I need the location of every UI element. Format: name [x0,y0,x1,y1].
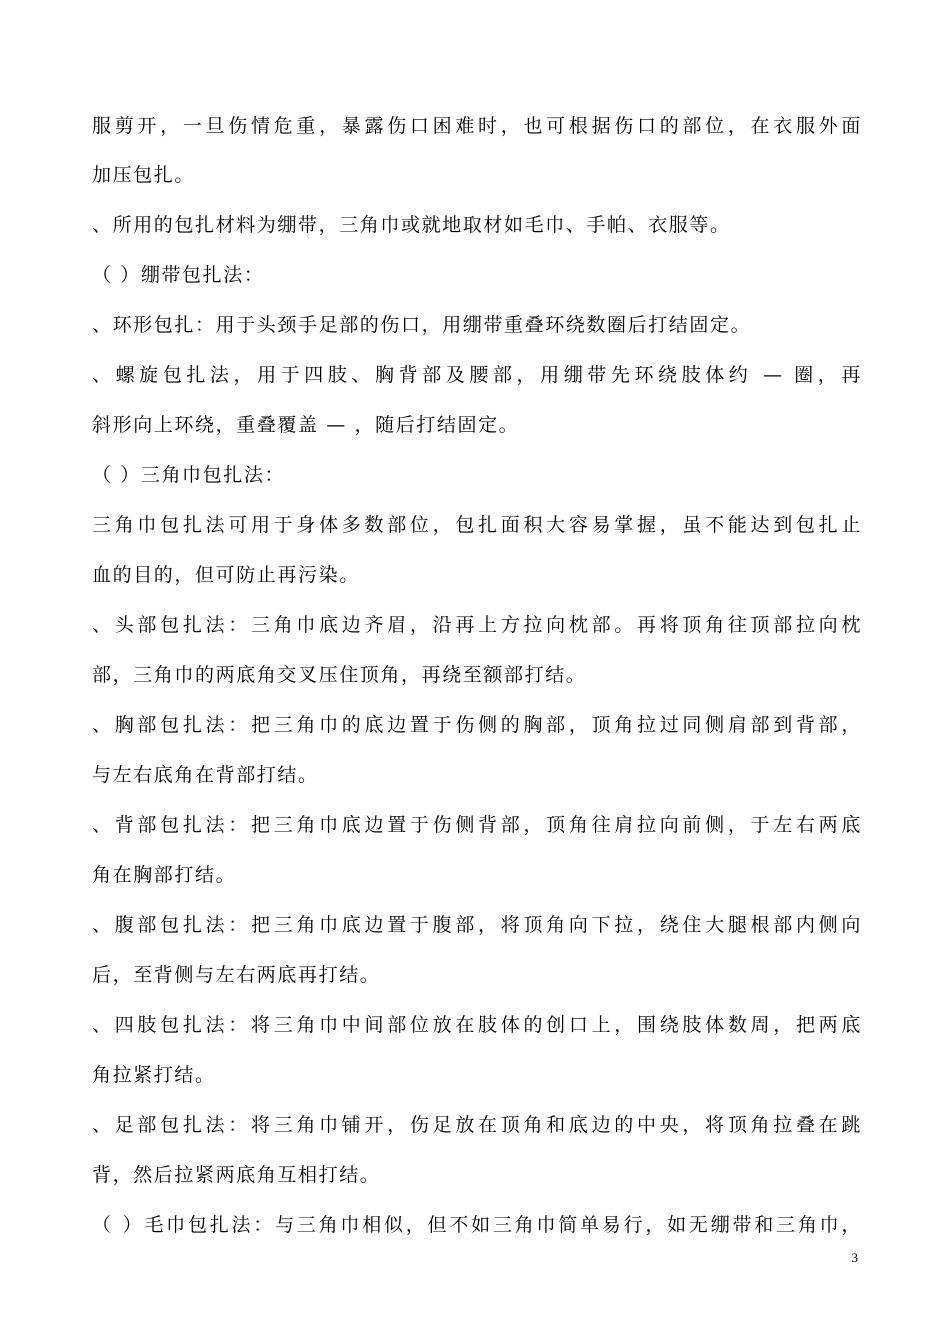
text-line-12: 部，三角巾的两底角交叉压住顶角，再绕至额部打结。 [92,664,587,686]
text-line-13: 、胸部包扎法：把三角巾的底边置于伤侧的胸部，顶角拉过同侧肩部到背部， [92,714,862,736]
section-heading-towel: （ ）毛巾包扎法：与三角巾相似，但不如三角巾简单易行，如无绷带和三角巾， [92,1214,862,1236]
text-line-9: 三角巾包扎法可用于身体多数部位，包扎面积大容易掌握，虽不能达到包扎止 [92,514,862,536]
text-line-21: 、足部包扎法：将三角巾铺开，伤足放在顶角和底边的中央，将顶角拉叠在跳 [92,1114,862,1136]
text-line-14: 与左右底角在背部打结。 [92,764,319,786]
text-line-16: 角在胸部打结。 [92,864,237,886]
text-line-11: 、头部包扎法：三角巾底边齐眉，沿再上方拉向枕部。再将顶角往顶部拉向枕 [92,614,862,636]
text-line-20: 角拉紧打结。 [92,1064,216,1086]
text-line-19: 、四肢包扎法：将三角巾中间部位放在肢体的创口上，围绕肢体数周，把两底 [92,1014,862,1036]
text-line-15: 、背部包扎法：把三角巾底边置于伤侧背部，顶角往肩拉向前侧，于左右两底 [92,814,862,836]
text-line-6: 、螺旋包扎法，用于四肢、胸背部及腰部，用绷带先环绕肢体约 — 圈，再 [92,364,862,386]
text-line-7: 斜形向上环绕，重叠覆盖 — ，随后打结固定。 [92,414,520,436]
text-line-10: 血的目的，但可防止再污染。 [92,564,360,586]
text-line-5: 、环形包扎：用于头颈手足部的伤口，用绷带重叠环绕数圈后打结固定。 [92,314,752,336]
page-number: 3 [851,1250,858,1265]
section-heading-bandage: （ ）绷带包扎法： [92,264,265,286]
section-heading-triangle: （ ）三角巾包扎法： [92,464,286,486]
text-line-18: 后，至背侧与左右两底再打结。 [92,964,381,986]
text-line-17: 、腹部包扎法：把三角巾底边置于腹部，将顶角向下拉，绕住大腿根部内侧向 [92,914,862,936]
text-line-3: 、所用的包扎材料为绷带，三角巾或就地取材如毛巾、手帕、衣服等。 [92,214,731,236]
text-line-2: 加压包扎。 [92,164,196,186]
text-line-1: 服剪开，一旦伤情危重，暴露伤口困难时，也可根据伤口的部位，在衣服外面 [92,115,862,137]
text-line-22: 背，然后拉紧两底角互相打结。 [92,1164,381,1186]
